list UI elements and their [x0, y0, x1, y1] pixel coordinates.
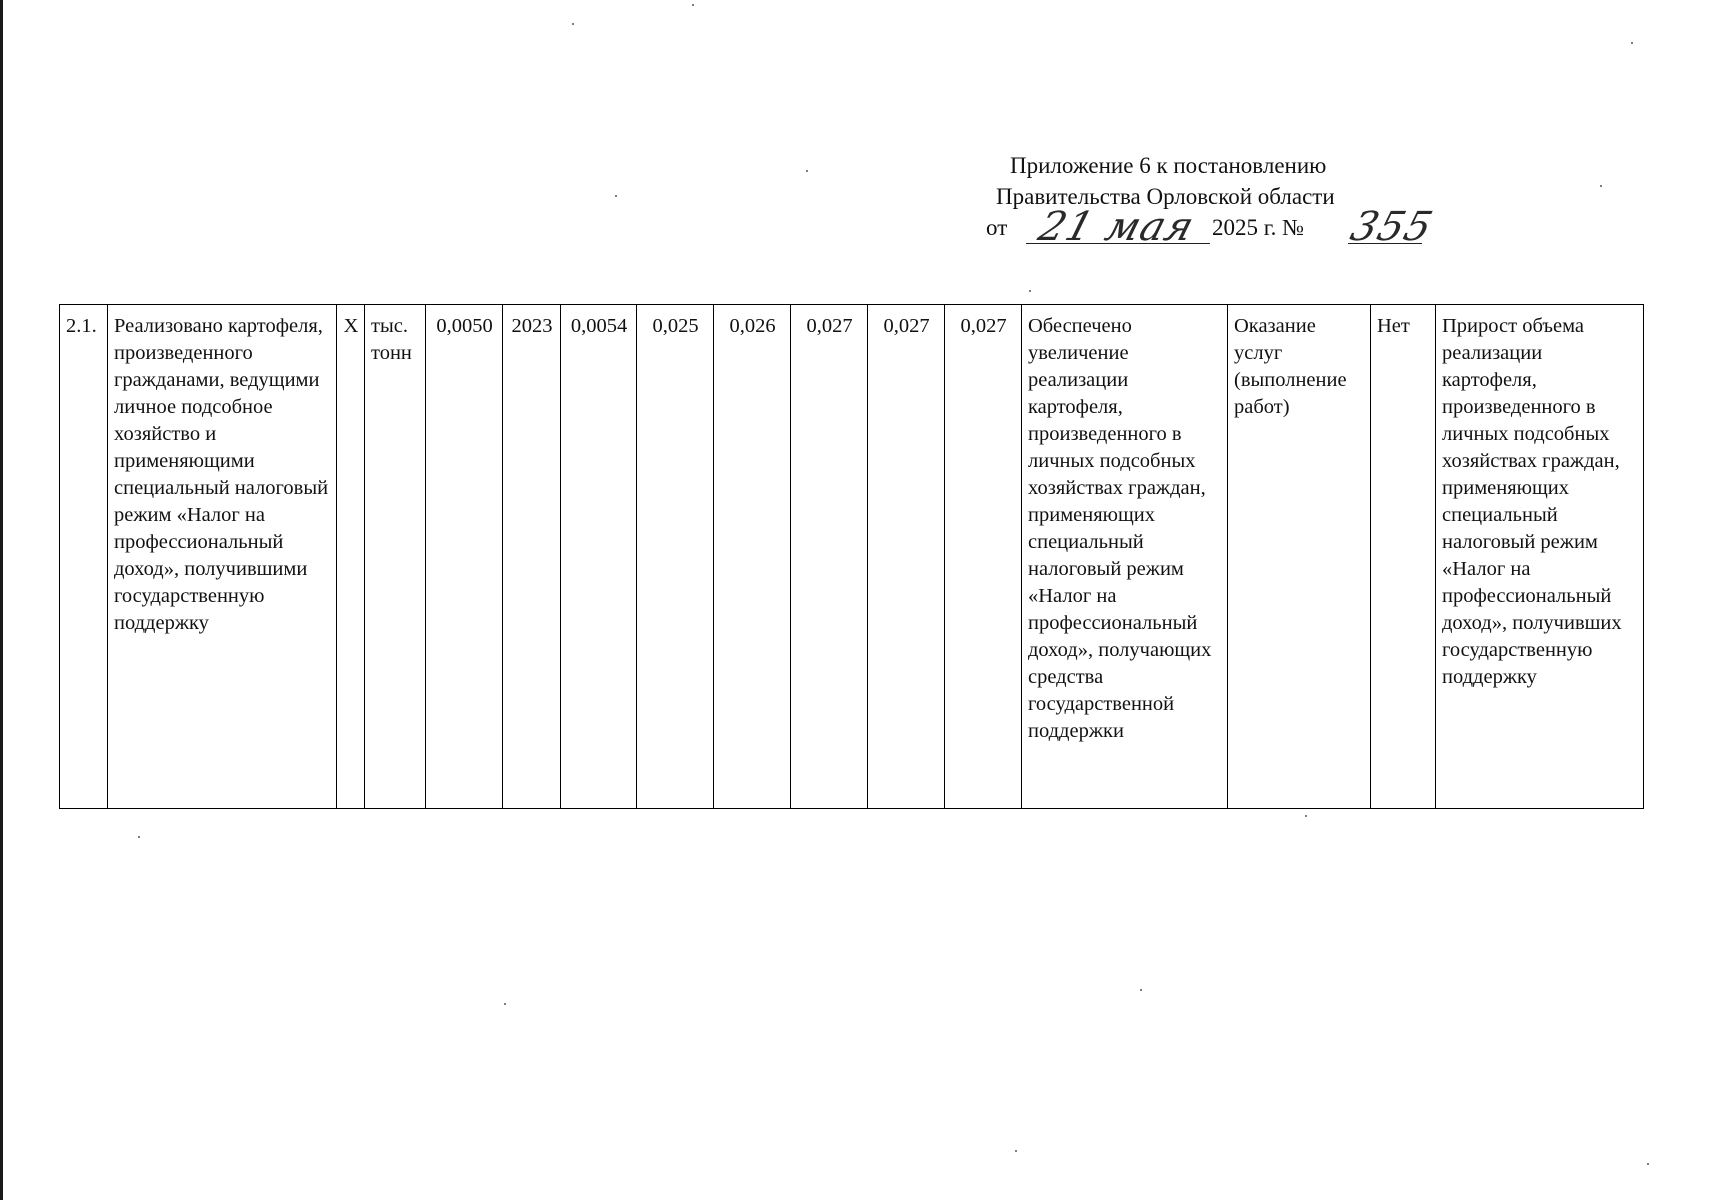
cell-base-year: 2023: [503, 305, 561, 809]
number-field: [1345, 204, 1439, 250]
appendix-title: Приложение 6 к постановлению: [1010, 153, 1327, 178]
scan-speck: [692, 4, 694, 6]
scan-speck: [615, 195, 617, 197]
cell-base-value: 0,0050: [426, 305, 503, 809]
scan-speck: [504, 1003, 506, 1005]
cell-value-1: 0,0054: [561, 305, 637, 809]
indicator-table: [59, 304, 1644, 809]
scan-speck: [1029, 290, 1031, 292]
handwritten-number: 355: [1345, 204, 1439, 250]
scan-speck: [806, 170, 808, 172]
handwritten-date: 21 мая: [1033, 204, 1200, 250]
cell-value-3: 0,026: [714, 305, 791, 809]
scan-speck: [1015, 1150, 1017, 1152]
cell-unit: тыс. тонн: [365, 305, 426, 809]
cell-result-type: Оказание услуг (выполнение работ): [1228, 305, 1371, 809]
cell-flag: Нет: [1371, 305, 1436, 809]
date-prefix: от: [986, 215, 1008, 240]
appendix-authority: Правительства Орловской области: [996, 184, 1335, 209]
cell-value-4: 0,027: [791, 305, 868, 809]
cell-value-5: 0,027: [868, 305, 945, 809]
cell-characteristic: Прирост объема реализации картофеля, произведенного в личных подсобных хозяйствах граждан, применяющих специальный налоговый режим «Налог на профессиональный доход», получивших государственную поддержку: [1436, 305, 1644, 809]
table-row: [60, 305, 1644, 809]
scan-speck: [138, 836, 140, 838]
cell-row-number: 2.1.: [60, 305, 108, 809]
cell-expected-result: Обеспечено увеличение реализации картофеля, произведенного в личных подсобных хозяйствах граждан, применяющих специальный налоговый режим «Налог на профессиональный доход», получающих средства государственной поддержки: [1022, 305, 1228, 809]
scan-speck: [1600, 185, 1602, 187]
scan-speck: [1140, 989, 1142, 991]
date-field: [1026, 204, 1210, 250]
scan-speck: [1647, 1163, 1649, 1165]
cell-value-2: 0,025: [637, 305, 714, 809]
cell-mark: X: [337, 305, 365, 809]
indicator-table-wrapper: [59, 304, 1643, 809]
scan-speck: [1631, 42, 1633, 44]
cell-indicator-name: Реализовано картофеля, произведенного гражданами, ведущими личное подсобное хозяйство и применяющими специальный налоговый режим «Налог на профессиональный доход», получившими государственную поддержку: [108, 305, 337, 809]
year-and-number-label: 2025 г. №: [1212, 215, 1305, 240]
scan-speck: [1305, 815, 1307, 817]
scan-left-edge: [0, 0, 3, 1200]
scan-speck: [572, 23, 574, 25]
cell-value-6: 0,027: [945, 305, 1022, 809]
